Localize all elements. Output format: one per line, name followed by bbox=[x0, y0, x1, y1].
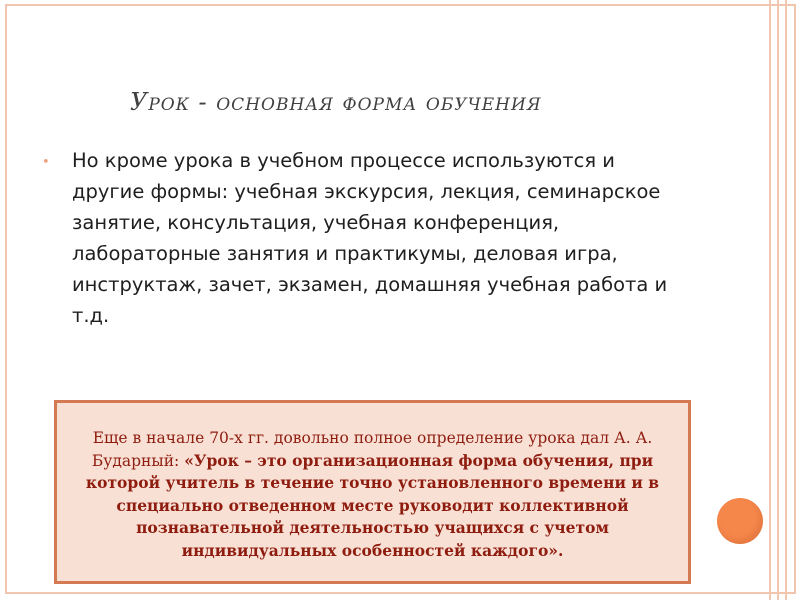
bullet-list bbox=[40, 145, 690, 331]
decorative-rule bbox=[769, 0, 771, 600]
quote-definition: «Урок – это организационная форма обучения, при которой учитель в течение точно установленного времени и в специально отведенном месте руководит коллективной познавательной деятельностью учащихся с учетом индивидуальных особенностей каждого». bbox=[85, 450, 660, 560]
accent-circle bbox=[717, 498, 763, 544]
decorative-rule bbox=[785, 0, 787, 600]
list-item bbox=[40, 145, 690, 331]
bullet-text: Но кроме урока в учебном процессе используются и другие формы: учебная экскурсия, лекция, семинарское занятие, консультация, учебная конференция, лабораторные занятия и практикумы, деловая игра, инструктаж, зачет, экзамен, домашняя учебная работа и т.д. bbox=[72, 149, 668, 327]
bullet-icon: • bbox=[42, 155, 50, 170]
decorative-rule bbox=[777, 0, 779, 600]
slide-title: Урок - основная форма обучения bbox=[130, 88, 542, 116]
quote-intro: Еще в начале 70-х гг. довольно полное определение урока дал А. А. Бударный: bbox=[91, 429, 653, 470]
quote-box bbox=[54, 400, 691, 584]
